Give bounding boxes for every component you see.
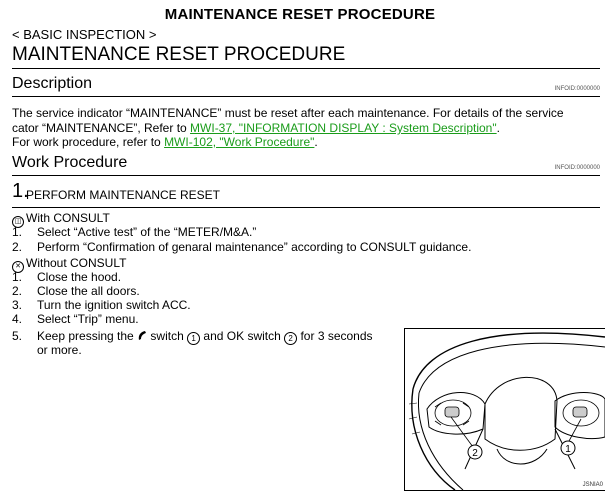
item5-text-b: switch [147, 329, 188, 343]
page-title: MAINTENANCE RESET PROCEDURE [12, 44, 346, 65]
breadcrumb: < BASIC INSPECTION > [12, 27, 157, 42]
steering-wheel-illustration [405, 329, 605, 490]
callout-2-marker: 2 [284, 332, 297, 345]
item5-continuation: or more. [37, 343, 82, 357]
steering-wheel-figure [404, 328, 605, 491]
list-item-number: 5. [12, 329, 23, 343]
description-divider [12, 96, 600, 97]
description-line-3-end: . [314, 135, 318, 149]
list-item-number: 4. [12, 312, 23, 326]
title-divider [12, 68, 600, 69]
list-item-number: 3. [12, 298, 23, 312]
phone-switch-icon [137, 330, 147, 341]
item5-text-c: and OK switch [200, 329, 285, 343]
work-procedure-divider [12, 175, 600, 176]
list-item [0, 270, 600, 284]
description-line-3 [12, 135, 318, 149]
list-item-text: Select “Active test” of the “METER/M&A.” [37, 225, 257, 239]
list-item-text: Perform “Confirmation of genaral maintenance” according to CONSULT guidance. [37, 240, 472, 254]
list-item [0, 298, 600, 312]
callout-1-marker: 1 [187, 332, 200, 345]
list-item-text: Close the all doors. [37, 284, 140, 298]
step-number: 1. [12, 180, 29, 202]
without-consult-text: Without CONSULT [26, 256, 127, 270]
work-procedure-infoid: INFOID:0000000 [554, 165, 600, 171]
list-item [0, 284, 600, 298]
no-consult-icon: ✕ [12, 261, 24, 273]
list-item-text [37, 329, 373, 345]
item5-text-d: for 3 seconds [297, 329, 373, 343]
list-item [0, 225, 600, 239]
description-line-1: The service indicator “MAINTENANCE” must be reset after each maintenance. For details of the service [12, 106, 564, 120]
description-line-3-text: For work procedure, refer to [12, 135, 165, 149]
description-heading: Description [12, 75, 93, 92]
consult-icon: ◫ [12, 216, 24, 228]
link-mwi-37[interactable]: MWI-37, "INFORMATION DISPLAY : System Description" [190, 121, 497, 135]
list-item [0, 312, 600, 326]
figure-callout-1: 1 [565, 444, 571, 455]
item5-text-a: Keep pressing the [37, 329, 138, 343]
list-item-text: Turn the ignition switch ACC. [37, 298, 191, 312]
description-infoid: INFOID:0000000 [554, 86, 600, 92]
figure-callout-2: 2 [472, 448, 478, 459]
list-item-number: 1. [12, 270, 23, 284]
figure-id: JSNIA0 [582, 482, 603, 488]
description-line-2-text: cator “MAINTENANCE”, Refer to [12, 121, 191, 135]
list-item-text: Close the hood. [37, 270, 122, 284]
with-consult-text: With CONSULT [26, 211, 110, 225]
description-line-2 [12, 121, 500, 135]
description-line-2-end: . [496, 121, 500, 135]
step-divider [12, 207, 600, 208]
list-item [0, 329, 400, 343]
list-item-number: 2. [12, 240, 23, 254]
list-item-number: 2. [12, 284, 23, 298]
document-header-title: MAINTENANCE RESET PROCEDURE [164, 6, 436, 23]
list-item-text: Select “Trip” menu. [37, 312, 139, 326]
list-item-number: 1. [12, 225, 23, 239]
work-procedure-heading: Work Procedure [12, 154, 128, 171]
step-title: PERFORM MAINTENANCE RESET [26, 188, 221, 202]
link-mwi-102[interactable]: MWI-102, "Work Procedure" [164, 135, 315, 149]
list-item [0, 240, 600, 254]
